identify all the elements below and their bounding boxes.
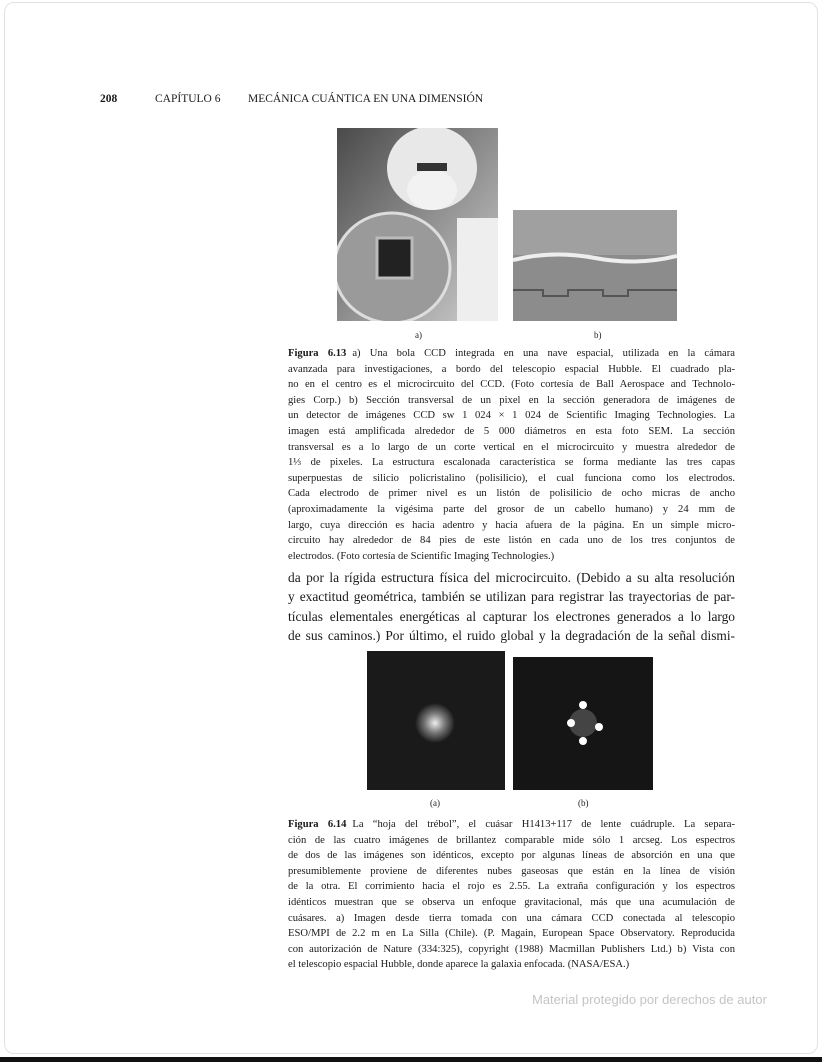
text-line: [288, 486, 735, 502]
figure-6-14-label-a: (a): [430, 798, 440, 808]
figure-6-14-caption: [288, 817, 735, 973]
figure-label: Figura 6.13: [288, 348, 347, 359]
line-text: largo, cuya dirección es hacia adentro y hacia afuera de la página. En un simple micro-: [288, 519, 735, 531]
text-line: [288, 408, 735, 424]
line-text: de dos de las imágenes son idénticos, excepto por algunas líneas de absorción en una que: [288, 850, 735, 862]
line-text: un detector de imágenes CCD sw 1 024 × 1 024 de Scientific Imaging Technologies. La: [288, 410, 735, 422]
text-line: [288, 346, 735, 362]
line-text: La “hoja del trébol”, el cuásar H1413+117 de lente cuádruple. La separa-: [352, 819, 735, 830]
figure-6-13-label-a: a): [415, 330, 422, 340]
line-text: electrodos. (Foto cortesía de Scientific Imaging Technologies.): [288, 550, 555, 562]
line-text: ción de las cuatro imágenes de brillantez comparable mide sólo 1 arcseg. Los espectros: [288, 834, 735, 846]
line-text: da por la rígida estructura física del microcircuito. (Debido a su alta resolución: [288, 570, 735, 585]
text-line: [288, 424, 735, 440]
chapter-label: CAPÍTULO 6: [155, 93, 221, 105]
line-text: no en el centro es el microcircuito del CCD. (Foto cortesía de Ball Aerospace and Technolo-: [288, 379, 735, 391]
line-text: tículas elementales energéticas al capturar los electrones generados a lo largo: [288, 608, 735, 624]
text-line: [288, 957, 735, 973]
line-text: con autorización de Nature (334:325), copyright (1988) Macmillan Publishers Ltd.) b) Vista con: [288, 943, 735, 955]
line-text: de la otra. El corrimiento hacia el rojo es 2.55. La extraña configuración y los espectros: [288, 881, 735, 893]
line-text: idénticos muestran que se observa un enfoque gravitacional, más que una acumulación de: [288, 896, 735, 908]
text-line: [288, 607, 735, 626]
text-line: [288, 817, 735, 833]
text-line: [288, 587, 735, 606]
line-text: y exactitud geométrica, también se utilizan para registrar las trayectorias de par-: [288, 589, 735, 605]
text-line: [288, 533, 735, 549]
line-text: imagen está amplificada alrededor de 5 000 diámetros en esta foto SEM. La sección: [288, 425, 735, 437]
text-line: [288, 911, 735, 927]
line-text: ESO/MPI de 2.2 m en La Silla (Chile). (P. Magain, European Space Observatory. Reproducida: [288, 928, 735, 940]
figure-label: Figura 6.14: [288, 819, 347, 830]
bottom-edge: [0, 1057, 822, 1062]
text-line: [288, 895, 735, 911]
figure-6-13-label-b: b): [594, 330, 602, 340]
body-paragraph: [288, 568, 735, 646]
text-line: [288, 848, 735, 864]
line-text: superpuestas de silicio policristalino (polisilicio), el cual funciona como los electrodos.: [288, 472, 735, 484]
text-line: [288, 377, 735, 393]
text-line: [288, 549, 735, 565]
line-text: Cada electrodo de primer nivel es un listón de polisilicio de ocho micras de ancho: [288, 488, 735, 500]
line-text: gies Corp.) b) Sección transversal de un pixel en la sección generadora de imágenes de: [288, 394, 735, 406]
line-text: transversal es a lo largo de un corte vertical en el microcircuito y muestra alrededor de: [288, 441, 735, 453]
text-line: [288, 626, 735, 645]
text-line: [288, 568, 735, 587]
text-line: [288, 518, 735, 534]
text-line: [288, 879, 735, 895]
line-text: cuásares. a) Imagen desde tierra tomada con una cámara CCD conectada al telescopio: [288, 912, 735, 924]
page-number: 208: [100, 93, 118, 105]
quasar-image-b: [513, 657, 653, 790]
text-line: [288, 362, 735, 378]
text-line: [288, 502, 735, 518]
figure-6-13-caption: [288, 346, 735, 564]
text-line: [288, 455, 735, 471]
line-text: (aproximadamente la vigésima parte del grosor de un cabello humano) y 24 mm de: [288, 503, 735, 515]
quasar-image-a: [367, 651, 505, 790]
text-line: [288, 440, 735, 456]
ccd-photo-a: [337, 128, 498, 321]
copyright-watermark: Material protegido por derechos de autor: [532, 992, 767, 1007]
figure-6-14-label-b: (b): [578, 798, 589, 808]
text-line: [288, 926, 735, 942]
line-text: circuito hay alrededor de 84 pies de este listón en cada uno de los tres conjuntos de: [288, 535, 735, 547]
line-text: avanzada para investigaciones, a bordo del telescopio espacial Hubble. El cuadrado pla-: [288, 363, 735, 375]
line-text: presumiblemente proviene de diferentes nubes gaseosas que están en la línea de visión: [288, 865, 735, 877]
line-text: 1⅓ de pixeles. La estructura escalonada característica se forma mediante las tres capas: [288, 457, 735, 469]
text-line: [288, 864, 735, 880]
line-text: de sus caminos.) Por último, el ruido global y la degradación de la señal dismi-: [288, 628, 735, 644]
line-text: el telescopio espacial Hubble, donde aparece la galaxia enfocada. (NASA/ESA.): [288, 959, 630, 971]
sem-cross-section-photo-b: [513, 210, 677, 321]
text-line: [288, 942, 735, 958]
text-line: [288, 393, 735, 409]
text-line: [288, 471, 735, 487]
text-line: [288, 833, 735, 849]
chapter-title: MECÁNICA CUÁNTICA EN UNA DIMENSIÓN: [248, 93, 484, 105]
line-text: a) Una bola CCD integrada en una nave espacial, utilizada en la cámara: [352, 348, 735, 359]
